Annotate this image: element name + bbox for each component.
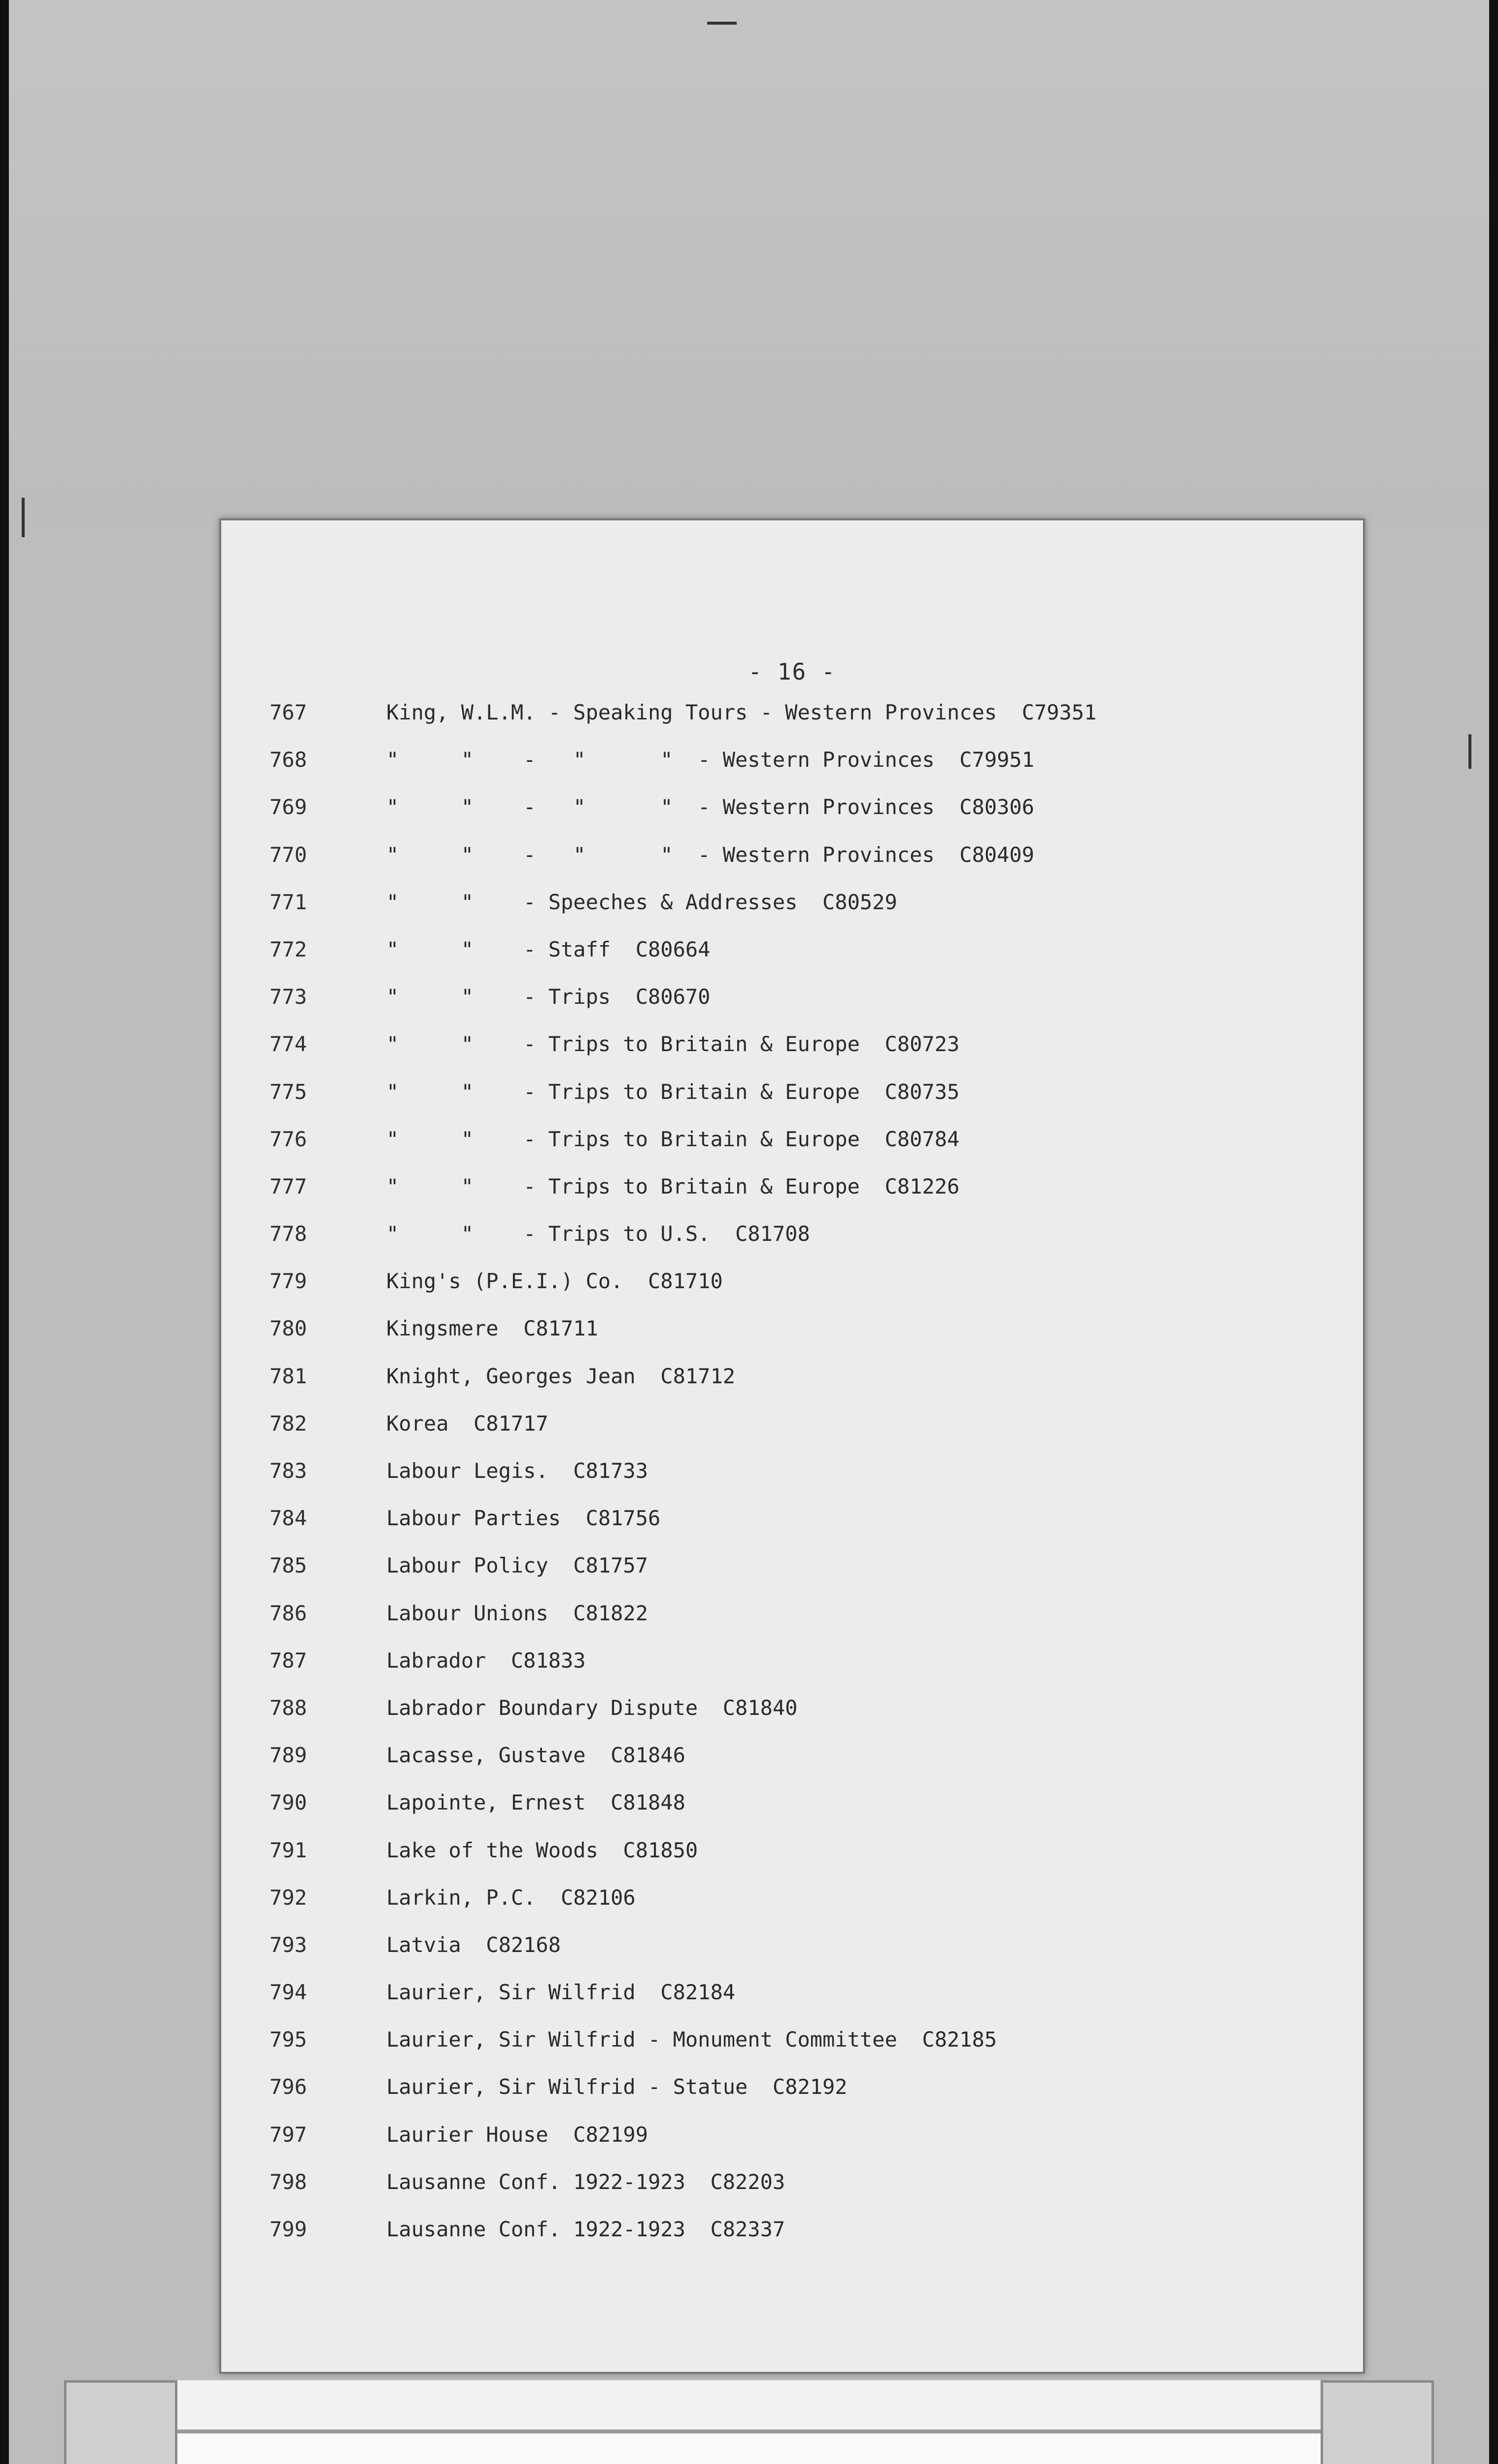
entry-row [221,1601,1363,1648]
entry-number: 797 [270,2122,307,2147]
entry-row [221,795,1363,842]
entry-text: Lausanne Conf. 1922-1923 C82203 [386,2169,785,2194]
film-scratch-top [707,22,737,25]
entry-number: 795 [270,2027,307,2052]
entry-row [221,1696,1363,1743]
entry-row [221,1032,1363,1079]
entry-text: Latvia C82168 [386,1932,561,1957]
entry-number: 767 [270,700,307,724]
entry-text: " " - Trips to Britain & Europe C80735 [386,1079,960,1104]
entry-row [221,2170,1363,2217]
entry-row [221,1269,1363,1316]
entry-number: 799 [270,2217,307,2241]
entry-number: 770 [270,842,307,867]
entry-text: Larkin, P.C. C82106 [386,1885,636,1910]
entry-number: 775 [270,1079,307,1104]
entry-row [221,937,1363,985]
entry-row [221,1506,1363,1553]
entry-text: " " - " " - Western Provinces C80306 [386,795,1034,820]
entry-row [221,1316,1363,1364]
archive-label [64,2380,1434,2464]
film-edge-left [0,0,9,2464]
entry-row [221,1222,1363,1269]
entry-row [221,1838,1363,1885]
entry-row [221,2075,1363,2122]
label-tab-right [1321,2380,1434,2464]
entry-row [221,2217,1363,2264]
entry-list [221,700,1363,2264]
entry-text: King, W.L.M. - Speaking Tours - Western Provinces C79351 [386,700,1097,724]
entry-row [221,1459,1363,1506]
entry-text: " " - Staff C80664 [386,937,711,961]
entry-number: 786 [270,1601,307,1625]
entry-number: 768 [270,748,307,772]
entry-text: Labrador Boundary Dispute C81840 [386,1695,798,1720]
entry-row [221,1743,1363,1790]
film-scratch-left [22,498,25,537]
entry-number: 774 [270,1032,307,1057]
entry-text: Knight, Georges Jean C81712 [386,1364,736,1388]
entry-row [221,1080,1363,1127]
entry-text: Labour Parties C81756 [386,1506,661,1531]
entry-row [221,1648,1363,1696]
entry-text: " " - Speeches & Addresses C80529 [386,890,897,914]
entry-number: 769 [270,795,307,820]
entry-number: 776 [270,1127,307,1151]
entry-text: Labour Unions C81822 [386,1601,648,1625]
entry-number: 785 [270,1553,307,1578]
entry-text: Laurier House C82199 [386,2122,648,2147]
entry-number: 792 [270,1885,307,1910]
entry-number: 780 [270,1316,307,1341]
entry-text: " " - " " - Western Provinces C79951 [386,748,1034,772]
entry-number: 789 [270,1743,307,1768]
entry-number: 784 [270,1506,307,1531]
entry-number: 783 [270,1459,307,1483]
entry-number: 796 [270,2075,307,2099]
entry-row [221,843,1363,890]
entry-row [221,700,1363,748]
entry-number: 777 [270,1174,307,1198]
entry-text: Kingsmere C81711 [386,1316,598,1341]
entry-row [221,1411,1363,1459]
entry-text: Laurier, Sir Wilfrid - Statue C82192 [386,2075,848,2099]
entry-number: 771 [270,890,307,914]
entry-number: 794 [270,1980,307,2005]
entry-number: 793 [270,1932,307,1957]
entry-row [221,1885,1363,1933]
entry-row [221,1980,1363,2027]
entry-text: Lacasse, Gustave C81846 [386,1743,685,1768]
entry-row [221,985,1363,1032]
entry-text: Laurier, Sir Wilfrid C82184 [386,1980,736,2005]
entry-text: Labrador C81833 [386,1648,586,1673]
entry-number: 778 [270,1222,307,1246]
entry-text: " " - Trips to Britain & Europe C80723 [386,1032,960,1057]
entry-text: Korea C81717 [386,1411,548,1436]
entry-number: 773 [270,985,307,1009]
entry-number: 772 [270,937,307,961]
entry-row [221,2122,1363,2170]
entry-number: 787 [270,1648,307,1673]
entry-text: Lausanne Conf. 1922-1923 C82337 [386,2217,785,2241]
label-tab-left [64,2380,177,2464]
entry-number: 782 [270,1411,307,1436]
entry-text: " " - Trips to U.S. C81708 [386,1222,810,1246]
entry-text: Lake of the Woods C81850 [386,1838,698,1862]
label-panel [177,2430,1321,2464]
entry-text: Labour Legis. C81733 [386,1459,648,1483]
entry-row [221,1553,1363,1601]
entry-row [221,1174,1363,1222]
entry-text: " " - Trips to Britain & Europe C81226 [386,1174,960,1198]
entry-row [221,1127,1363,1174]
film-scratch-right [1468,734,1471,769]
entry-row [221,1364,1363,1411]
entry-number: 788 [270,1695,307,1720]
entry-text: Lapointe, Ernest C81848 [386,1790,685,1815]
entry-text: Labour Policy C81757 [386,1553,648,1578]
entry-row [221,1933,1363,1980]
entry-number: 798 [270,2169,307,2194]
document-page [219,518,1365,2374]
entry-row [221,890,1363,937]
entry-text: " " - Trips to Britain & Europe C80784 [386,1127,960,1151]
film-edge-right [1489,0,1498,2464]
entry-row [221,748,1363,795]
entry-number: 781 [270,1364,307,1388]
entry-number: 790 [270,1790,307,1815]
entry-text: " " - " " - Western Provinces C80409 [386,842,1034,867]
page-number: - 16 - [748,658,836,685]
entry-number: 791 [270,1838,307,1862]
entry-text: King's (P.E.I.) Co. C81710 [386,1269,723,1294]
entry-row [221,2027,1363,2075]
entry-row [221,1790,1363,1838]
film-background [0,0,1498,522]
entry-text: Laurier, Sir Wilfrid - Monument Committee C82185 [386,2027,997,2052]
entry-text: " " - Trips C80670 [386,985,711,1009]
entry-number: 779 [270,1269,307,1294]
